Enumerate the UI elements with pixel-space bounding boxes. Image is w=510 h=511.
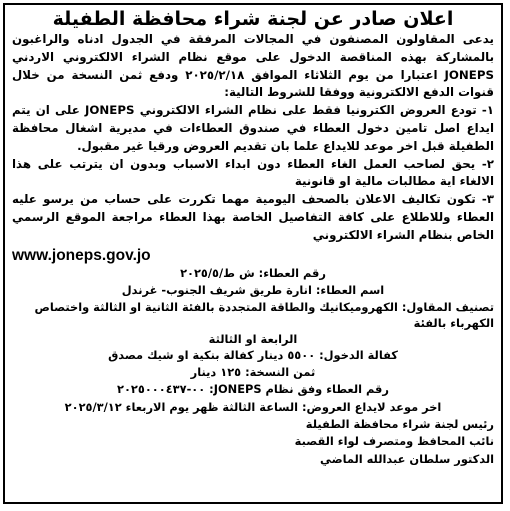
contractor-classification: تصنيف المقاول: الكهروميكانيك والطاقة المتجددة بالفئة الثانية او الثالثة واختصاص الكهرباء بالفئة xyxy=(34,299,494,330)
entry-bond: كفالة الدخول: ٥٥٠٠ دينار كفالة بنكية او شيك مصدق xyxy=(108,347,398,362)
clause-2: ٢- يحق لصاحب العمل الغاء العطاء دون ابداء الاسباب وبدون ان يترتب على هذا الالغاء اية مطالبات مالية او قانونية xyxy=(12,156,494,189)
submission-deadline: اخر موعد لايداع العروض: الساعة الثالثة ظهر يوم الاربعاء ٢٠٢٥/٣/١٢ xyxy=(64,399,442,414)
tender-name: اسم العطاء: انارة طريق شريف الجنوب- غرندل xyxy=(121,282,385,297)
clause-1: ١- تودع العروض الكترونيا فقط على نظام الشراء الالكتروني JONEPS على ان يتم ايداع اصل تامين دخول العطاء في صندوق العطاءات في مديرية اشغال محافظة الطفيلة قبل اخر موعد للايداع علما بان تقديم العروض ورقيا غير مقبول. xyxy=(12,103,494,153)
intro-paragraph: يدعى المقاولون المصنفون في المجالات المرفقة في الجدول ادناه والراغبون بالمشاركة بهذه المناقصة الدخول على موقع نظام الشراء الالكتروني الاردني JONEPS اعتبارا من يوم الثلاثاء الموافق ٢٠٢٥/٢/١٨ ودفع ثمن النسخة من خلال قنوات الدفع الالكترونية ووفقا للشروط التالية: xyxy=(12,32,494,100)
contractor-classification-cont: الرابعة او الثالثة xyxy=(208,331,298,346)
clause-3: ٣- تكون تكاليف الاعلان بالصحف اليومية مهما تكررت على حساب من يرسو عليه العطاء وللاطلاع على كافة التفاصيل الخاصة بهذا العطاء مراجعة الموقع الرسمي الخاص بنظام الشراء الالكتروني xyxy=(12,192,494,242)
announcement-frame xyxy=(3,3,503,504)
tender-number: رقم العطاء: ش ط/٢٠٢٥/٥ xyxy=(180,265,326,280)
signature-line-3: الدكتور سلطان عبدالله الماضي xyxy=(320,451,494,466)
joneps-website-link[interactable]: www.joneps.gov.jo xyxy=(12,246,151,264)
signature-line-1: رئيس لجنة شراء محافظة الطفيلة xyxy=(305,416,494,431)
announcement-title: اعلان صادر عن لجنة شراء محافظة الطفيلة xyxy=(52,8,454,30)
copy-price: ثمن النسخة: ١٢٥ دينار xyxy=(190,365,316,380)
signature-line-2: نائب المحافظ ومتصرف لواء القصبة xyxy=(294,434,494,449)
joneps-tender-number: رقم العطاء وفق نظام JONEPS: ٠٠-٢٠٢٥٠٠٠٤٣٧ xyxy=(117,382,389,397)
